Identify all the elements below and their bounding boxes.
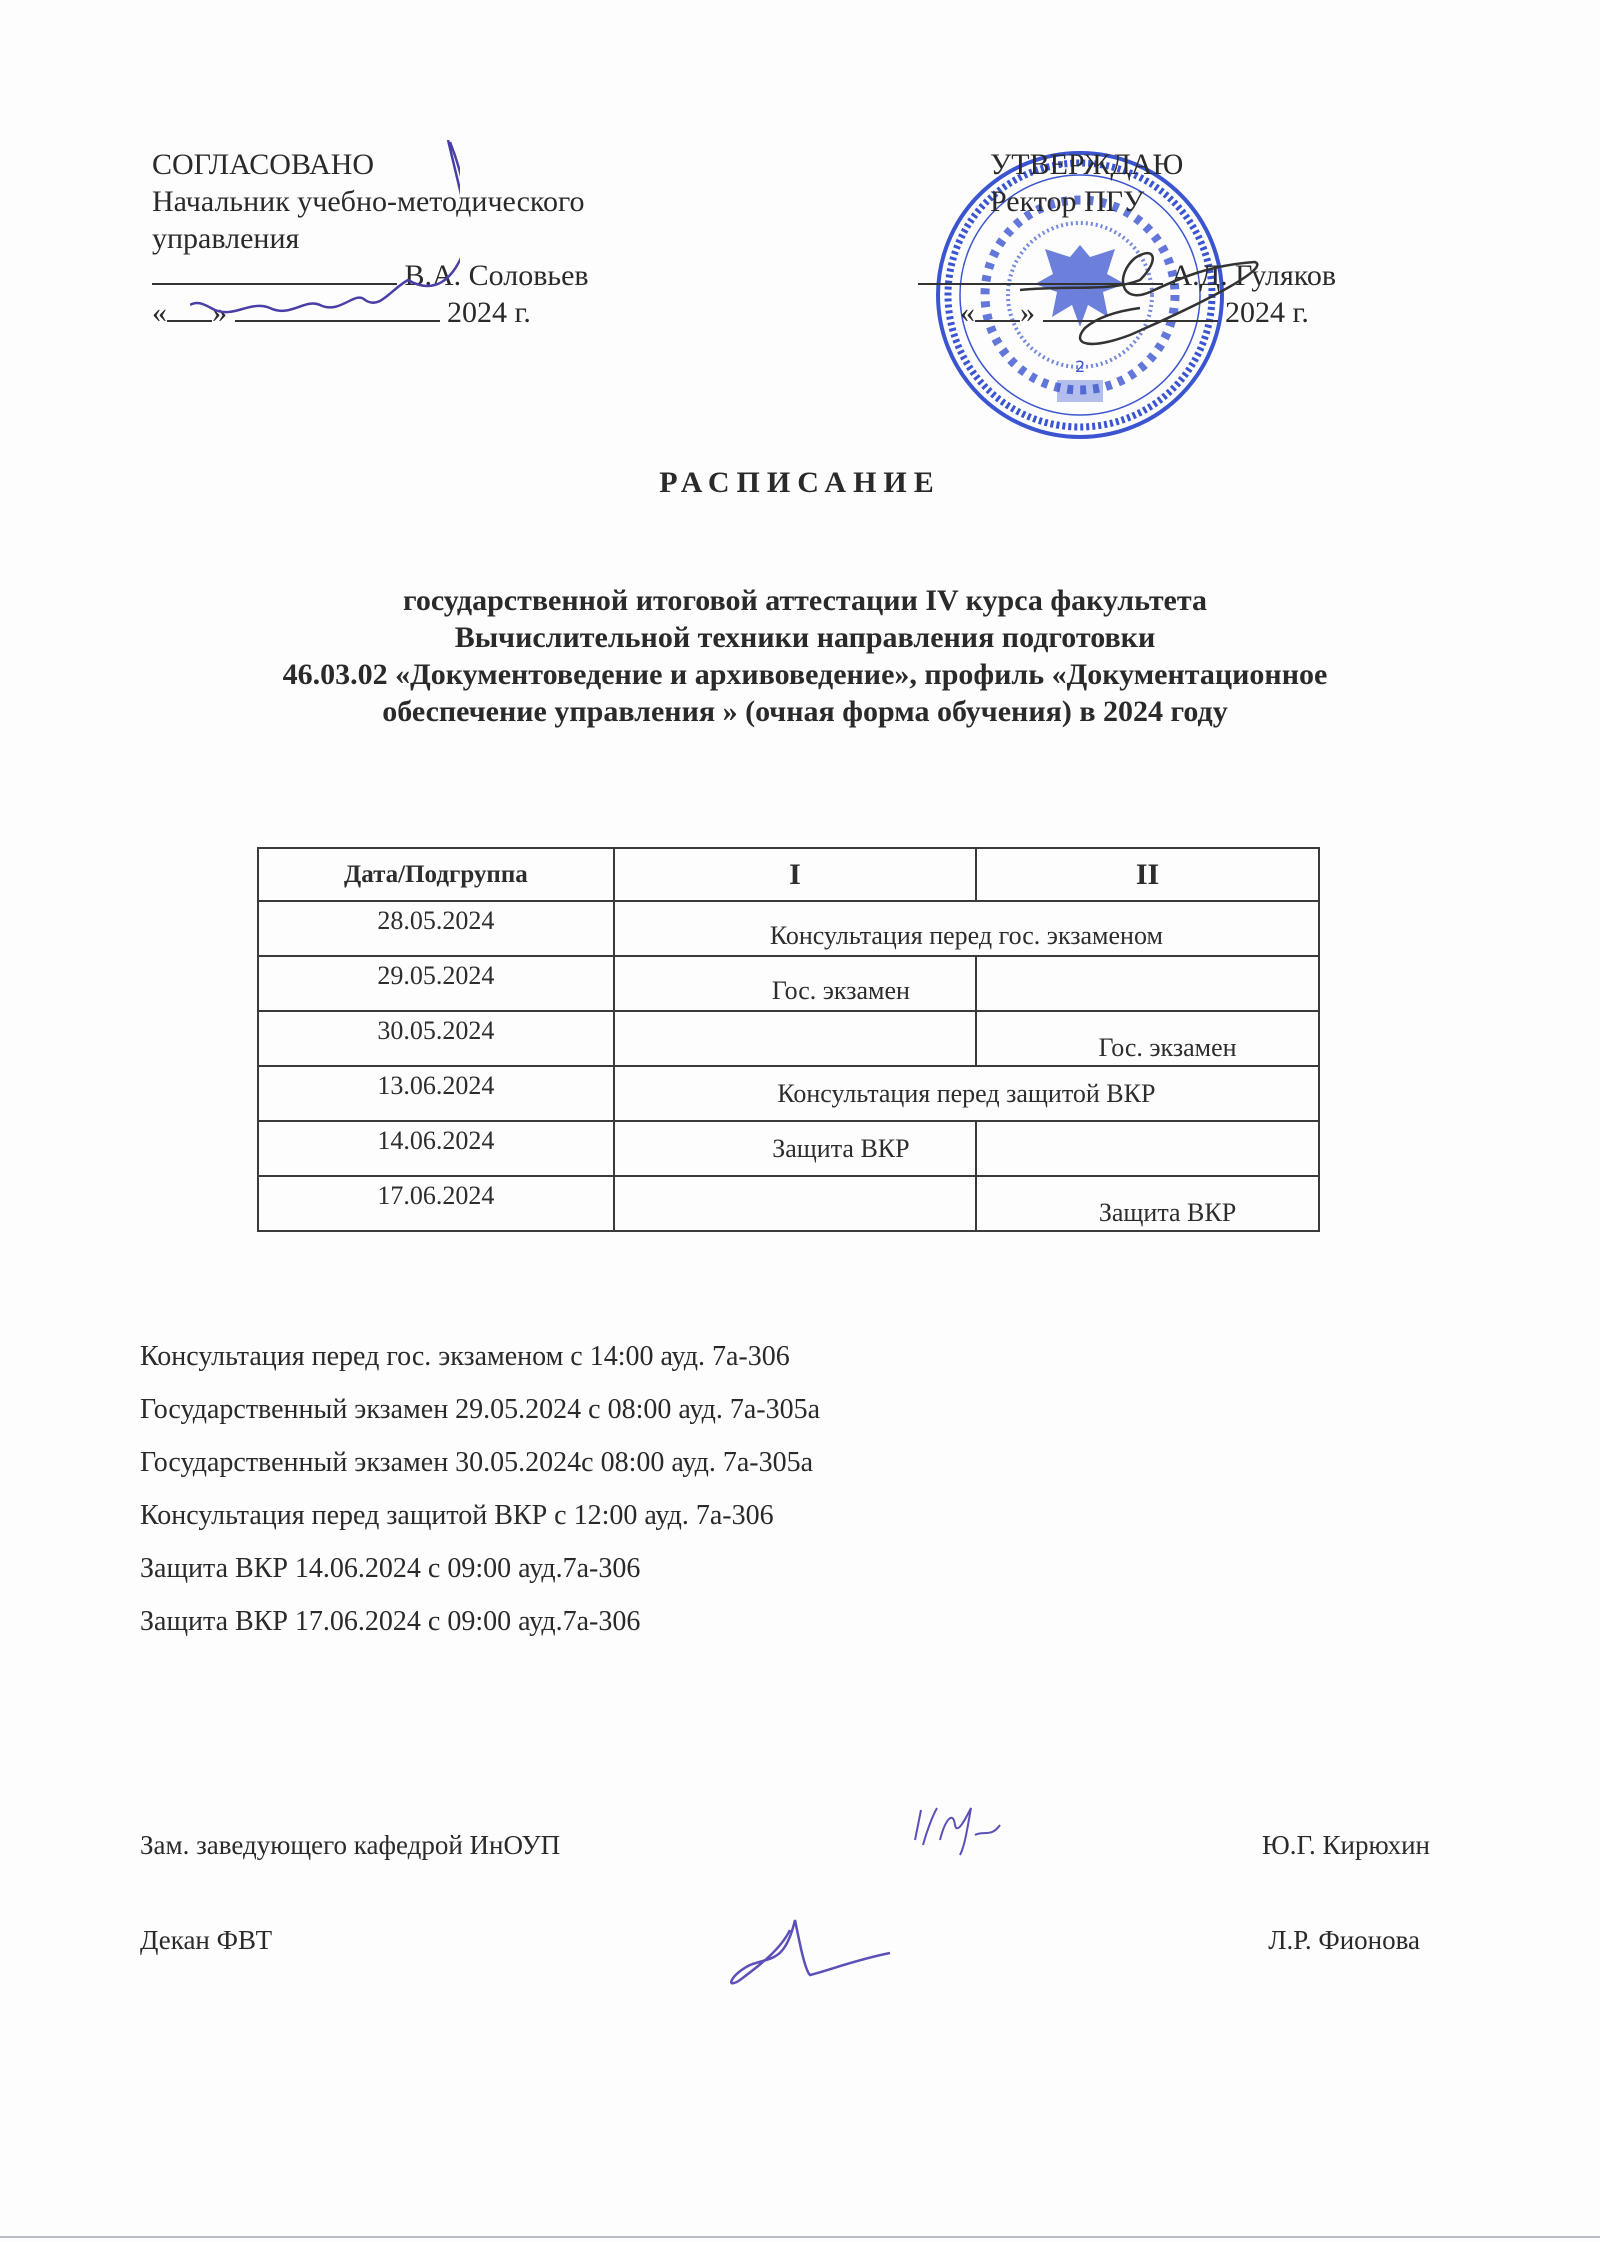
subtitle-line: государственной итоговой аттестации IV курса факультета <box>403 584 1207 617</box>
column-header-date: Дата/Подгруппа <box>258 848 614 901</box>
approval-position: Ректор ПГУ <box>990 185 1145 218</box>
note-line: Государственный экзамен 29.05.2024 с 08:00 ауд. 7а-305а <box>140 1394 821 1425</box>
schedule-table <box>257 847 1320 1232</box>
cell-merged-activity: Консультация перед защитой ВКР <box>614 1066 1319 1121</box>
column-header-group-2: II <box>976 848 1319 901</box>
cell-group-2 <box>976 1121 1319 1176</box>
note-line: Государственный экзамен 30.05.2024с 08:00 ауд. 7а-305а <box>140 1447 814 1478</box>
handwritten-signature-icon <box>190 140 460 390</box>
subtitle-line: обеспечение управления » (очная форма обучения) в 2024 году <box>382 695 1228 728</box>
signatory-role: Декан ФВТ <box>140 1925 273 1955</box>
quote-close: » <box>1020 296 1035 329</box>
table-row <box>258 1121 1319 1176</box>
handwritten-signature-icon <box>1010 250 1270 350</box>
scan-edge-divider <box>0 2236 1600 2238</box>
cell-group-1 <box>614 1176 976 1231</box>
table-header-row <box>258 848 1319 901</box>
approval-position: Начальник учебно-методического <box>152 185 585 218</box>
table-row <box>258 1011 1319 1066</box>
note-line: Защита ВКР 14.06.2024 с 09:00 ауд.7а-306 <box>140 1553 641 1584</box>
handwritten-signature-icon <box>905 1800 1015 1865</box>
table-row <box>258 956 1319 1011</box>
note-line: Защита ВКР 17.06.2024 с 09:00 ауд.7а-306 <box>140 1606 641 1637</box>
subtitle-line: Вычислительной техники направления подготовки <box>454 621 1156 654</box>
schedule-notes <box>140 1330 820 1648</box>
table-row <box>258 1066 1319 1121</box>
cell-group-2: Гос. экзамен <box>976 1011 1319 1066</box>
signature-row <box>140 1830 1430 1925</box>
quote-open: « <box>960 296 975 329</box>
handwritten-signature-icon <box>720 1915 900 1995</box>
approval-heading: УТВЕРЖДАЮ <box>990 148 1184 181</box>
note-line: Консультация перед гос. экзаменом с 14:00 ауд. 7а-306 <box>140 1341 790 1372</box>
table-row <box>258 1176 1319 1231</box>
approval-year: 2024 г. <box>1225 296 1309 329</box>
quote-open: « <box>152 296 167 329</box>
approval-year: 2024 г. <box>447 296 531 329</box>
column-header-group-1: I <box>614 848 976 901</box>
cell-group-1: Гос. экзамен <box>614 956 976 1011</box>
cell-group-1: Защита ВКР <box>614 1121 976 1176</box>
approval-signatory: В.А. Соловьев <box>404 259 589 292</box>
approval-position-cont: управления <box>152 222 300 255</box>
table-row <box>258 901 1319 956</box>
cell-date: 30.05.2024 <box>258 1011 614 1066</box>
document-title: РАСПИСАНИЕ <box>659 466 941 499</box>
cell-merged-activity: Консультация перед гос. экзаменом <box>614 901 1319 956</box>
cell-date: 17.06.2024 <box>258 1176 614 1231</box>
signatory-name: Л.Р. Фионова <box>1268 1925 1420 1955</box>
svg-text:2: 2 <box>1075 357 1086 376</box>
note-line: Консультация перед защитой ВКР с 12:00 ауд. 7а-306 <box>140 1500 774 1531</box>
signatory-name: Ю.Г. Кирюхин <box>1261 1830 1430 1860</box>
subtitle-line: 46.03.02 «Документоведение и архивоведение», профиль «Документационное <box>282 658 1328 691</box>
signatory-role: Зам. заведующего кафедрой ИнОУП <box>140 1830 561 1860</box>
approval-heading: СОГЛАСОВАНО <box>152 148 375 181</box>
approval-signatory: А.Д. Гуляков <box>1170 259 1336 292</box>
cell-date: 29.05.2024 <box>258 956 614 1011</box>
cell-date: 14.06.2024 <box>258 1121 614 1176</box>
cell-date: 28.05.2024 <box>258 901 614 956</box>
document-subtitle <box>160 582 1450 730</box>
cell-group-2: Защита ВКР <box>976 1176 1319 1231</box>
quote-close: » <box>212 296 227 329</box>
cell-date: 13.06.2024 <box>258 1066 614 1121</box>
cell-group-2 <box>976 956 1319 1011</box>
cell-group-1 <box>614 1011 976 1066</box>
